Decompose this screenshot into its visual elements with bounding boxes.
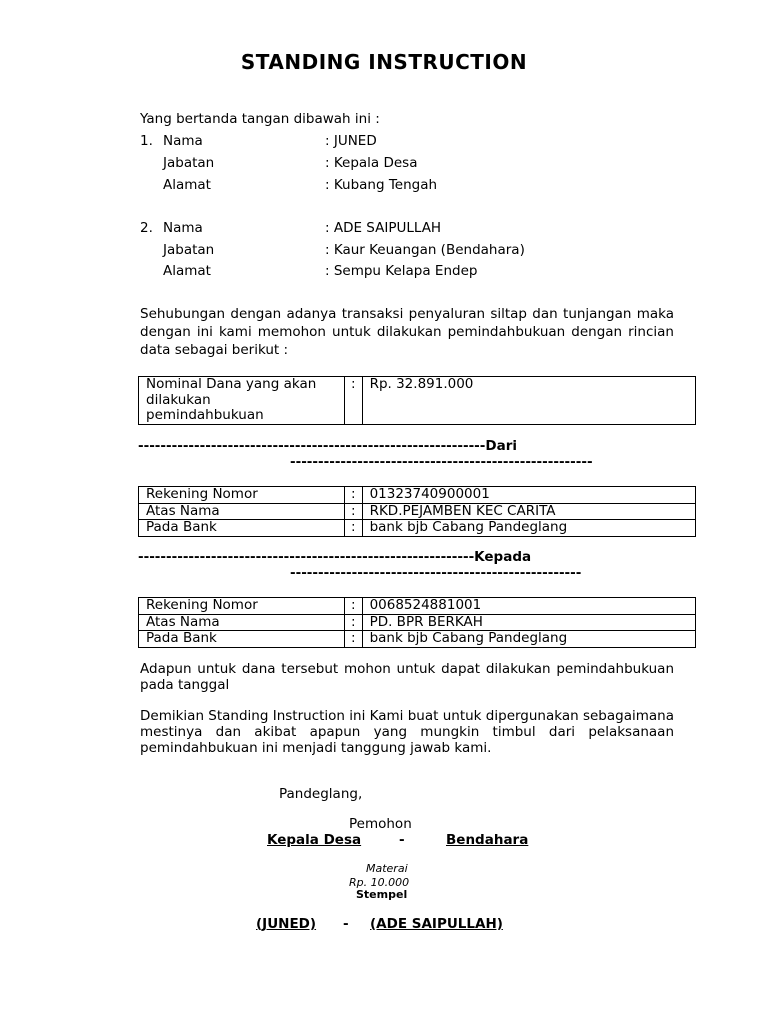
signer-name-juned: (JUNED)	[256, 916, 317, 932]
table-row	[139, 598, 696, 615]
request-paragraph: Sehubungan dengan adanya transaksi penyaluran siltap dan tunjangan maka dengan ini kami memohon untuk dilakukan pemindahbukuan dengan rincian data sebagai berikut :	[140, 306, 674, 358]
nominal-label-line: pemindahbukuan	[146, 407, 264, 423]
dari-table	[138, 486, 696, 537]
field-label: Alamat	[163, 263, 211, 279]
signer-number: 1.	[140, 133, 153, 149]
kepada-table	[138, 597, 696, 648]
kepada-header-underline: ----------------------------------------------------	[290, 565, 582, 581]
row-colon: :	[345, 614, 363, 631]
table-row	[139, 503, 696, 520]
table-row	[139, 487, 696, 504]
table-row	[139, 631, 696, 648]
row-label: Atas Nama	[139, 503, 345, 520]
field-value: : JUNED	[325, 133, 377, 149]
materai-amount: Rp. 10.000	[349, 876, 410, 889]
signer-name-ade: (ADE SAIPULLAH)	[370, 916, 503, 932]
row-value: PD. BPR BERKAH	[362, 614, 695, 631]
date-paragraph: Adapun untuk dana tersebut mohon untuk dapat dilakukan pemindahbukuan pada tanggal	[140, 661, 674, 693]
field-value: : Kaur Keuangan (Bendahara)	[325, 242, 525, 258]
row-label: Pada Bank	[139, 631, 345, 648]
row-label: Rekening Nomor	[139, 598, 345, 615]
row-colon: :	[345, 598, 363, 615]
role-bendahara: Bendahara	[446, 832, 529, 848]
kepada-header: ------------------------------------------------------------Kepada	[138, 549, 532, 565]
nominal-label-cell	[139, 377, 345, 425]
field-value: : ADE SAIPULLAH	[325, 220, 442, 236]
materai-label: Materai	[366, 862, 408, 875]
nominal-label-line: Nominal Dana yang akan	[146, 376, 317, 392]
nominal-colon: :	[345, 377, 363, 425]
nominal-value: Rp. 32.891.000	[362, 377, 695, 425]
place-text: Pandeglang,	[279, 786, 363, 802]
pemohon-text: Pemohon	[349, 816, 412, 832]
table-row	[139, 520, 696, 537]
field-value: : Kepala Desa	[325, 155, 418, 171]
row-colon: :	[345, 503, 363, 520]
row-colon: :	[345, 520, 363, 537]
row-value: bank bjb Cabang Pandeglang	[362, 520, 695, 537]
role-separator: -	[399, 832, 405, 848]
dari-header: --------------------------------------------------------------Dari	[138, 438, 517, 454]
row-label: Rekening Nomor	[139, 487, 345, 504]
dari-header-underline: ------------------------------------------------------	[290, 454, 593, 470]
field-value: : Sempu Kelapa Endep	[325, 263, 478, 279]
document-title: STANDING INSTRUCTION	[240, 50, 528, 74]
name-separator: -	[343, 916, 349, 932]
signer-number: 2.	[140, 220, 153, 236]
field-value: : Kubang Tengah	[325, 177, 438, 193]
closing-paragraph: Demikian Standing Instruction ini Kami buat untuk dipergunakan sebagaimana mestinya dan akibat apapun yang mungkin timbul dari pelaksanaan pemindahbukuan ini menjadi tanggung jawab kami.	[140, 708, 674, 756]
field-label: Jabatan	[163, 155, 215, 171]
table-row	[139, 614, 696, 631]
row-value: RKD.PEJAMBEN KEC CARITA	[362, 503, 695, 520]
field-label: Nama	[163, 133, 203, 149]
nominal-table	[138, 376, 696, 425]
row-colon: :	[345, 631, 363, 648]
field-label: Jabatan	[163, 242, 215, 258]
row-value: 0068524881001	[362, 598, 695, 615]
row-colon: :	[345, 487, 363, 504]
row-value: 01323740900001	[362, 487, 695, 504]
field-label: Alamat	[163, 177, 211, 193]
row-label: Pada Bank	[139, 520, 345, 537]
row-value: bank bjb Cabang Pandeglang	[362, 631, 695, 648]
role-kepala-desa: Kepala Desa	[267, 832, 362, 848]
intro-text: Yang bertanda tangan dibawah ini :	[140, 111, 380, 127]
nominal-label-line: dilakukan	[146, 391, 211, 408]
field-label: Nama	[163, 220, 203, 236]
row-label: Atas Nama	[139, 614, 345, 631]
stempel-label: Stempel	[356, 888, 408, 901]
